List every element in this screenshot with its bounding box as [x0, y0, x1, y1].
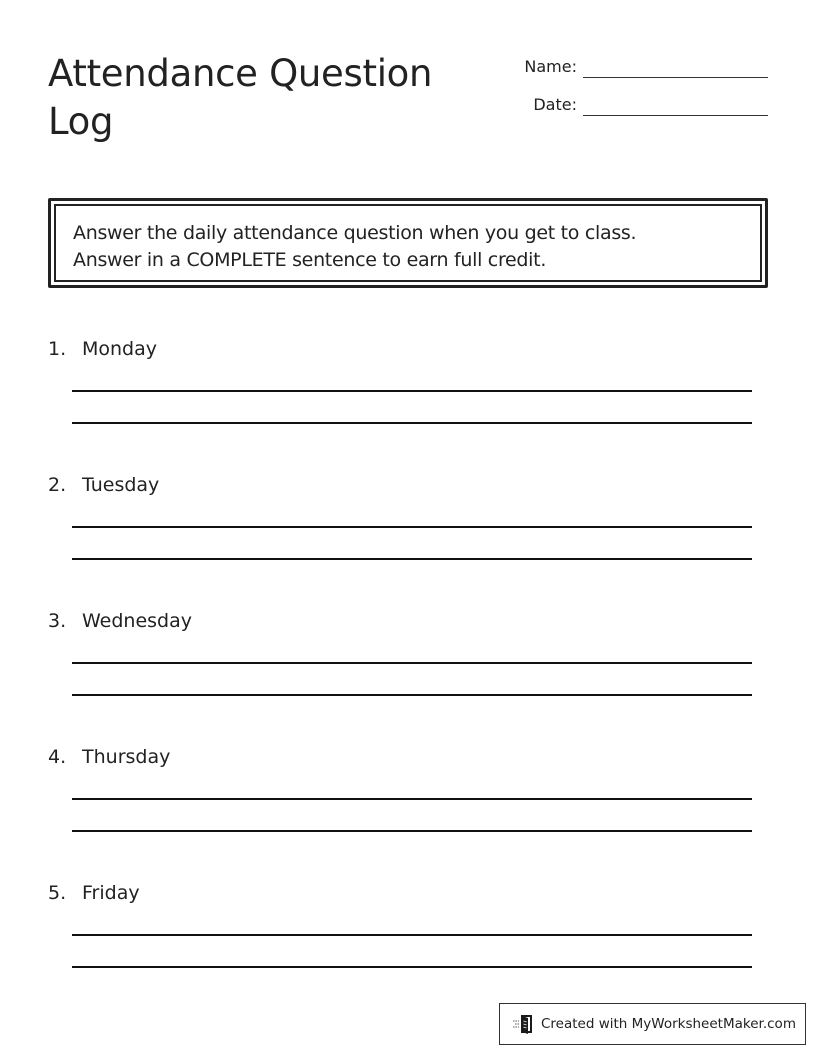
created-with-badge[interactable] [499, 1003, 806, 1045]
instructions-inner-frame [54, 204, 762, 282]
question-label: Tuesday [82, 474, 160, 496]
question-label: Wednesday [82, 610, 193, 632]
name-field[interactable] [500, 54, 768, 78]
answer-line-1[interactable] [72, 390, 752, 392]
page-title: Attendance Question Log [48, 52, 433, 143]
question-tuesday [48, 472, 768, 572]
answer-line-1[interactable] [72, 798, 752, 800]
instruction-line-2: Answer in a COMPLETE sentence to earn full credit. [73, 249, 547, 271]
answer-line-2[interactable] [72, 558, 752, 560]
name-blank-line[interactable] [583, 77, 768, 78]
question-friday [48, 880, 768, 980]
answer-line-2[interactable] [72, 694, 752, 696]
date-field[interactable] [500, 92, 768, 116]
worksheet-logo-icon [512, 1013, 536, 1035]
question-label: Thursday [82, 746, 171, 768]
question-number: 3. [48, 610, 67, 632]
question-wednesday [48, 608, 768, 708]
answer-line-2[interactable] [72, 830, 752, 832]
question-label: Monday [82, 338, 158, 360]
question-number: 1. [48, 338, 67, 360]
answer-line-2[interactable] [72, 966, 752, 968]
answer-line-1[interactable] [72, 662, 752, 664]
instructions-box [48, 198, 768, 288]
question-number: 2. [48, 474, 67, 496]
question-monday [48, 336, 768, 436]
instruction-line-1: Answer the daily attendance question when you get to class. [73, 222, 637, 244]
date-label: Date: [533, 95, 577, 114]
answer-line-2[interactable] [72, 422, 752, 424]
question-number: 5. [48, 882, 67, 904]
badge-text: Created with MyWorksheetMaker.com [541, 1016, 796, 1032]
date-blank-line[interactable] [583, 115, 768, 116]
question-number: 4. [48, 746, 67, 768]
question-thursday [48, 744, 768, 844]
answer-line-1[interactable] [72, 934, 752, 936]
name-label: Name: [524, 57, 577, 76]
answer-line-1[interactable] [72, 526, 752, 528]
question-label: Friday [82, 882, 140, 904]
